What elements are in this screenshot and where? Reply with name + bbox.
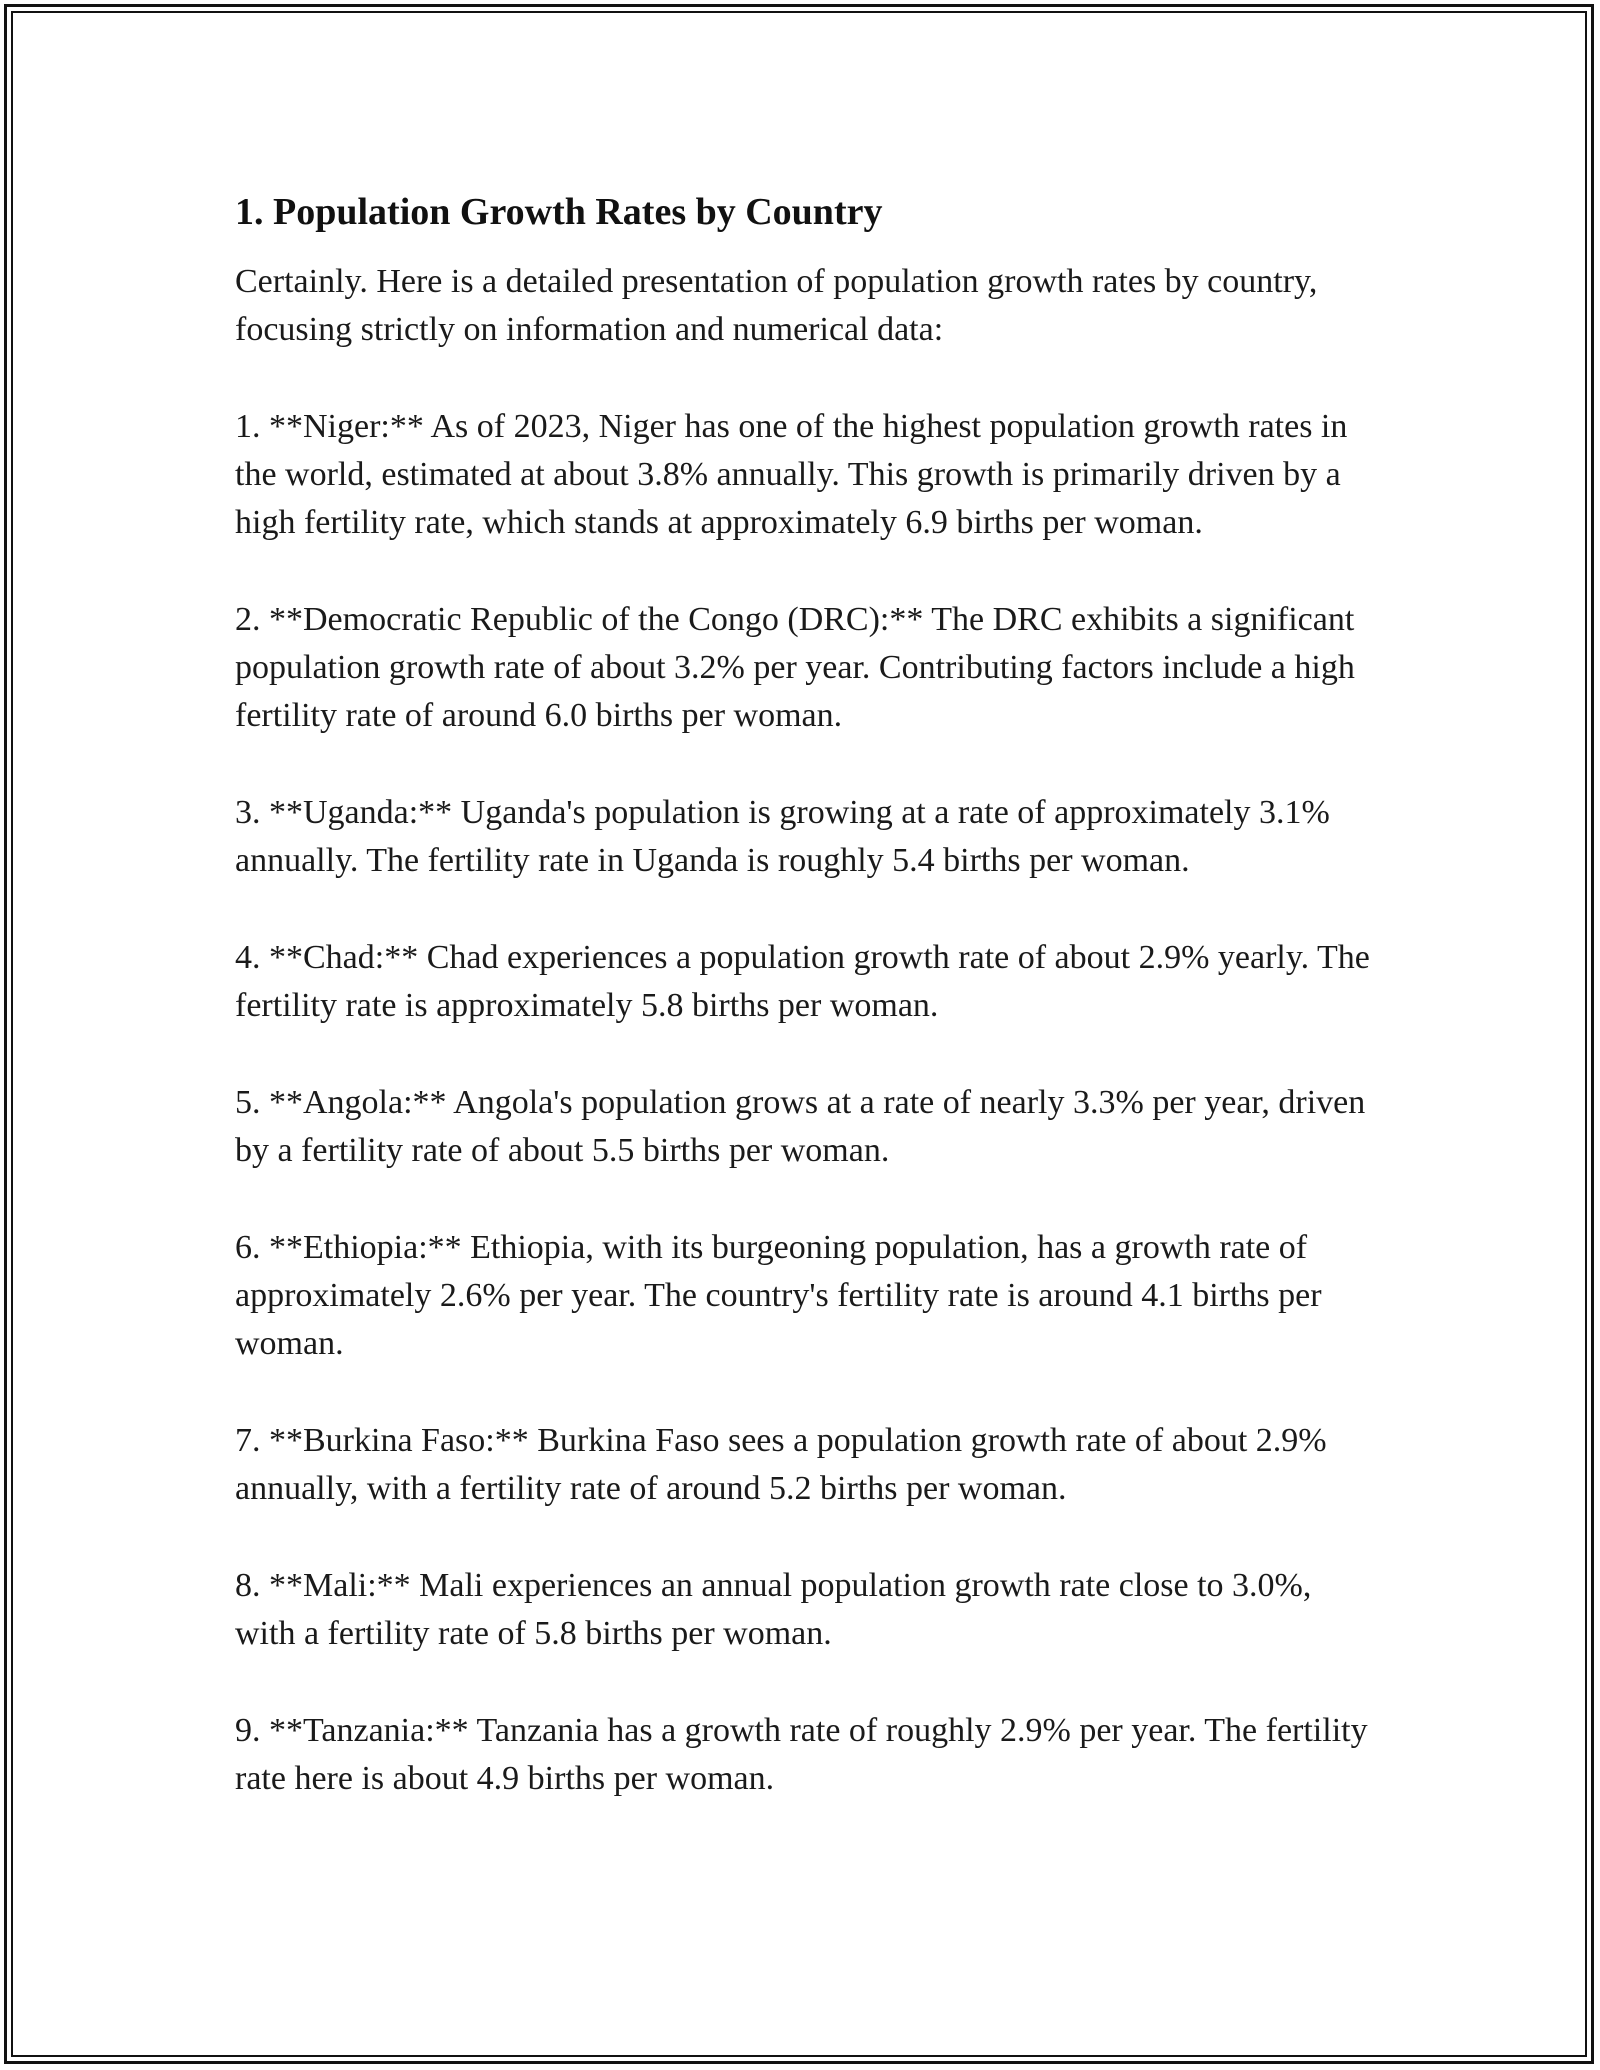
list-item-chad: 4. **Chad:** Chad experiences a population growth rate of about 2.9% yearly. The fertility rate is approximately 5.8 births per woman. (235, 939, 1370, 1024)
list-item-angola: 5. **Angola:** Angola's population grows at a rate of nearly 3.3% per year, driven by a fertility rate of about 5.5 births per woman. (235, 1084, 1366, 1169)
list-item-uganda: 3. **Uganda:** Uganda's population is growing at a rate of approximately 3.1% annually. The fertility rate in Uganda is roughly 5.4 births per woman. (235, 794, 1330, 879)
list-item-ethiopia: 6. **Ethiopia:** Ethiopia, with its burgeoning population, has a growth rate of approximately 2.6% per year. The country's fertility rate is around 4.1 births per woman. (235, 1229, 1322, 1362)
list-item-niger: 1. **Niger:** As of 2023, Niger has one of the highest population growth rates in the world, estimated at about 3.8% annually. This growth is primarily driven by a high fertility rate, which stands at approximately 6.9 births per woman. (235, 408, 1348, 541)
list-item-drc: 2. **Democratic Republic of the Congo (DRC):** The DRC exhibits a significant population growth rate of about 3.2% per year. Contributing factors include a high fertility rate of around 6.0 births per woman. (235, 601, 1355, 734)
section-heading: 1. Population Growth Rates by Country (235, 191, 883, 233)
list-item-tanzania: 9. **Tanzania:** Tanzania has a growth rate of roughly 2.9% per year. The fertility rate here is about 4.9 births per woman. (235, 1712, 1368, 1797)
document-body (235, 186, 1375, 1803)
intro-paragraph: Certainly. Here is a detailed presentation of population growth rates by country, focusing strictly on information and numerical data: (235, 263, 1318, 348)
list-item-burkina-faso: 7. **Burkina Faso:** Burkina Faso sees a population growth rate of about 2.9% annually, with a fertility rate of around 5.2 births per woman. (235, 1422, 1327, 1507)
list-item-mali: 8. **Mali:** Mali experiences an annual population growth rate close to 3.0%, with a fertility rate of 5.8 births per woman. (235, 1567, 1312, 1652)
